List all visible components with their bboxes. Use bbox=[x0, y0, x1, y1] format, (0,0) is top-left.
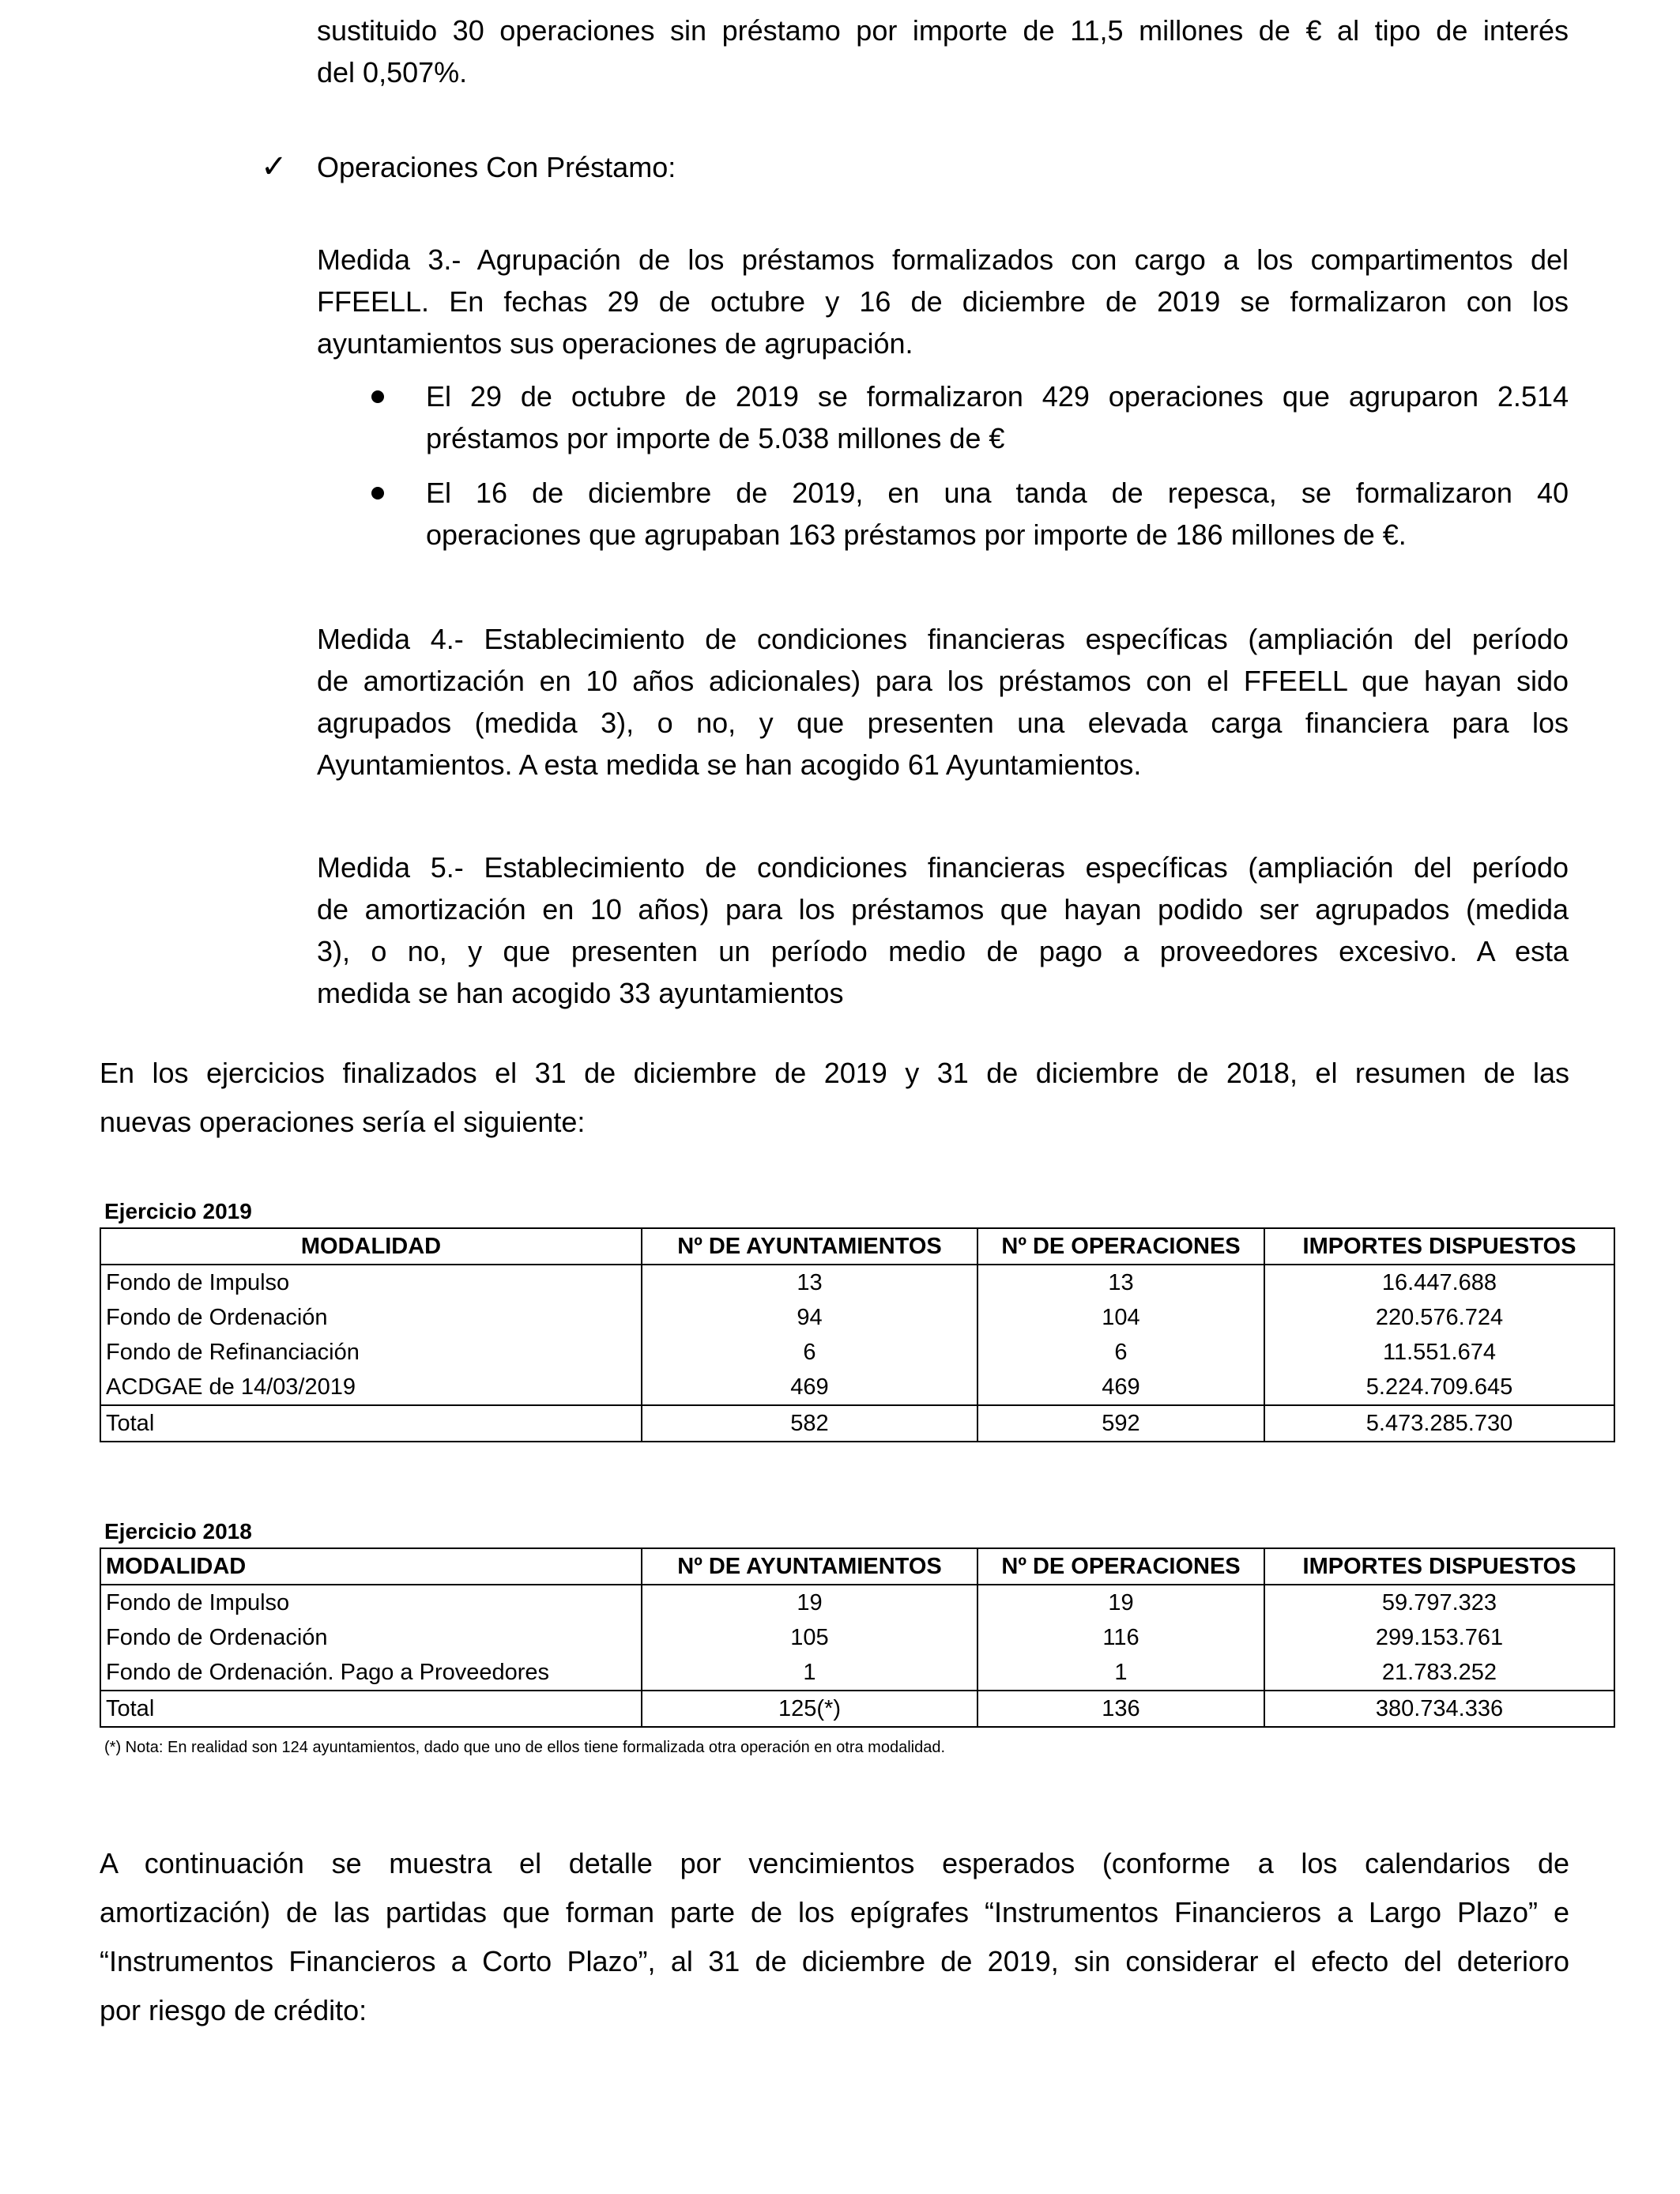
table-header-row bbox=[100, 1228, 1614, 1265]
cell-operaciones: 19 bbox=[977, 1585, 1264, 1620]
text-line: por riesgo de crédito: bbox=[100, 1994, 367, 2026]
text-line: operaciones que agrupaban 163 préstamos por importe de 186 millones de €. bbox=[426, 518, 1407, 551]
text-line: medida se han acogido 33 ayuntamientos bbox=[317, 977, 844, 1009]
cell-total-ayuntamientos: 125(*) bbox=[642, 1691, 977, 1727]
table-row bbox=[100, 1655, 1614, 1691]
text-line: FFEELL. En fechas 29 de octubre y 16 de diciembre de 2019 se formalizaron con los bbox=[317, 285, 1569, 318]
cell-operaciones: 469 bbox=[977, 1370, 1264, 1405]
cell-total-label: Total bbox=[100, 1691, 642, 1727]
table-2018-footnote: (*) Nota: En realidad son 124 ayuntamientos, dado que uno de ellos tiene formalizada otra operación en otra modalidad. bbox=[104, 1739, 946, 1756]
table-row bbox=[100, 1300, 1614, 1335]
text-line: sustituido 30 operaciones sin préstamo por importe de 11,5 millones de € al tipo de interés bbox=[317, 14, 1569, 47]
cell-importes: 59.797.323 bbox=[1264, 1585, 1614, 1620]
table-total-row bbox=[100, 1691, 1614, 1727]
cell-operaciones: 6 bbox=[977, 1335, 1264, 1370]
bullet-icon bbox=[371, 390, 384, 403]
medida-4-paragraph bbox=[317, 618, 1569, 786]
cell-total-ayuntamientos: 582 bbox=[642, 1405, 977, 1442]
table-row bbox=[100, 1370, 1614, 1405]
cell-operaciones: 116 bbox=[977, 1620, 1264, 1655]
text-line: Medida 4.- Establecimiento de condiciones financieras específicas (ampliación del período bbox=[317, 623, 1569, 655]
table-row bbox=[100, 1265, 1614, 1300]
cell-importes: 11.551.674 bbox=[1264, 1335, 1614, 1370]
table-2018 bbox=[100, 1547, 1615, 1728]
column-header: Nº DE OPERACIONES bbox=[977, 1548, 1264, 1585]
medida-3-paragraph bbox=[317, 239, 1569, 364]
cell-ayuntamientos: 105 bbox=[642, 1620, 977, 1655]
cell-modalidad: Fondo de Impulso bbox=[100, 1585, 642, 1620]
text-line: agrupados (medida 3), o no, y que presenten una elevada carga financiera para los bbox=[317, 707, 1569, 739]
cell-modalidad: Fondo de Impulso bbox=[100, 1265, 642, 1300]
top-paragraph bbox=[317, 9, 1569, 93]
check-item-label bbox=[317, 146, 1569, 188]
text-line: Medida 3.- Agrupación de los préstamos formalizados con cargo a los compartimentos del bbox=[317, 243, 1569, 276]
cell-ayuntamientos: 13 bbox=[642, 1265, 977, 1300]
cell-total-importes: 380.734.336 bbox=[1264, 1691, 1614, 1727]
cell-importes: 220.576.724 bbox=[1264, 1300, 1614, 1335]
bullet-item bbox=[426, 375, 1569, 459]
text-line: El 16 de diciembre de 2019, en una tanda de repesca, se formalizaron 40 bbox=[426, 477, 1569, 509]
table-total-row bbox=[100, 1405, 1614, 1442]
column-header: Nº DE AYUNTAMIENTOS bbox=[642, 1228, 977, 1265]
text-line: Operaciones Con Préstamo: bbox=[317, 151, 676, 183]
medida-5-paragraph bbox=[317, 846, 1569, 1014]
cell-importes: 16.447.688 bbox=[1264, 1265, 1614, 1300]
text-line: amortización) de las partidas que forman parte de los epígrafes “Instrumentos Financieros a Largo Plazo” e bbox=[100, 1896, 1569, 1928]
cell-operaciones: 104 bbox=[977, 1300, 1264, 1335]
table-2019 bbox=[100, 1227, 1615, 1442]
text-line: El 29 de octubre de 2019 se formalizaron 429 operaciones que agruparon 2.514 bbox=[426, 380, 1569, 413]
table-2018-caption: Ejercicio 2018 bbox=[104, 1519, 252, 1544]
bullet-icon bbox=[371, 487, 384, 499]
column-header: MODALIDAD bbox=[100, 1228, 642, 1265]
text-line: Medida 5.- Establecimiento de condiciones financieras específicas (ampliación del período bbox=[317, 851, 1569, 884]
cell-total-operaciones: 136 bbox=[977, 1691, 1264, 1727]
cell-operaciones: 13 bbox=[977, 1265, 1264, 1300]
cell-ayuntamientos: 1 bbox=[642, 1655, 977, 1691]
cell-ayuntamientos: 469 bbox=[642, 1370, 977, 1405]
cell-modalidad: Fondo de Refinanciación bbox=[100, 1335, 642, 1370]
text-line: “Instrumentos Financieros a Corto Plazo”, al 31 de diciembre de 2019, sin considerar el efecto del deterioro bbox=[100, 1945, 1569, 1977]
text-line: del 0,507%. bbox=[317, 56, 468, 89]
cell-importes: 21.783.252 bbox=[1264, 1655, 1614, 1691]
table-row bbox=[100, 1585, 1614, 1620]
cell-total-operaciones: 592 bbox=[977, 1405, 1264, 1442]
cell-operaciones: 1 bbox=[977, 1655, 1264, 1691]
cell-modalidad: Fondo de Ordenación bbox=[100, 1300, 642, 1335]
text-line: de amortización en 10 años) para los préstamos que hayan podido ser agrupados (medida bbox=[317, 893, 1569, 925]
cell-modalidad: Fondo de Ordenación bbox=[100, 1620, 642, 1655]
cell-total-label: Total bbox=[100, 1405, 642, 1442]
table-row bbox=[100, 1620, 1614, 1655]
text-line: nuevas operaciones sería el siguiente: bbox=[100, 1106, 586, 1138]
bullet-item bbox=[426, 472, 1569, 556]
cell-ayuntamientos: 6 bbox=[642, 1335, 977, 1370]
column-header: IMPORTES DISPUESTOS bbox=[1264, 1228, 1614, 1265]
column-header: Nº DE AYUNTAMIENTOS bbox=[642, 1548, 977, 1585]
text-line: 3), o no, y que presenten un período medio de pago a proveedores excesivo. A esta bbox=[317, 935, 1569, 967]
text-line: de amortización en 10 años adicionales) para los préstamos con el FFEELL que hayan sido bbox=[317, 665, 1569, 697]
text-line: A continuación se muestra el detalle por vencimientos esperados (conforme a los calendarios de bbox=[100, 1847, 1569, 1879]
cell-total-importes: 5.473.285.730 bbox=[1264, 1405, 1614, 1442]
cell-ayuntamientos: 94 bbox=[642, 1300, 977, 1335]
text-line: En los ejercicios finalizados el 31 de diciembre de 2019 y 31 de diciembre de 2018, el resumen de las bbox=[100, 1057, 1569, 1089]
closing-paragraph bbox=[100, 1839, 1569, 2035]
text-line: préstamos por importe de 5.038 millones de € bbox=[426, 422, 1005, 454]
column-header: MODALIDAD bbox=[100, 1548, 642, 1585]
cell-importes: 299.153.761 bbox=[1264, 1620, 1614, 1655]
table-header-row bbox=[100, 1548, 1614, 1585]
text-line: ayuntamientos sus operaciones de agrupación. bbox=[317, 327, 913, 360]
column-header: Nº DE OPERACIONES bbox=[977, 1228, 1264, 1265]
table-2019-caption: Ejercicio 2019 bbox=[104, 1199, 252, 1223]
text-line: Ayuntamientos. A esta medida se han acogido 61 Ayuntamientos. bbox=[317, 748, 1142, 781]
cell-importes: 5.224.709.645 bbox=[1264, 1370, 1614, 1405]
cell-ayuntamientos: 19 bbox=[642, 1585, 977, 1620]
checkmark-icon: ✓ bbox=[261, 149, 288, 184]
table-row bbox=[100, 1335, 1614, 1370]
summary-intro-paragraph bbox=[100, 1049, 1569, 1147]
cell-modalidad: Fondo de Ordenación. Pago a Proveedores bbox=[100, 1655, 642, 1691]
cell-modalidad: ACDGAE de 14/03/2019 bbox=[100, 1370, 642, 1405]
column-header: IMPORTES DISPUESTOS bbox=[1264, 1548, 1614, 1585]
